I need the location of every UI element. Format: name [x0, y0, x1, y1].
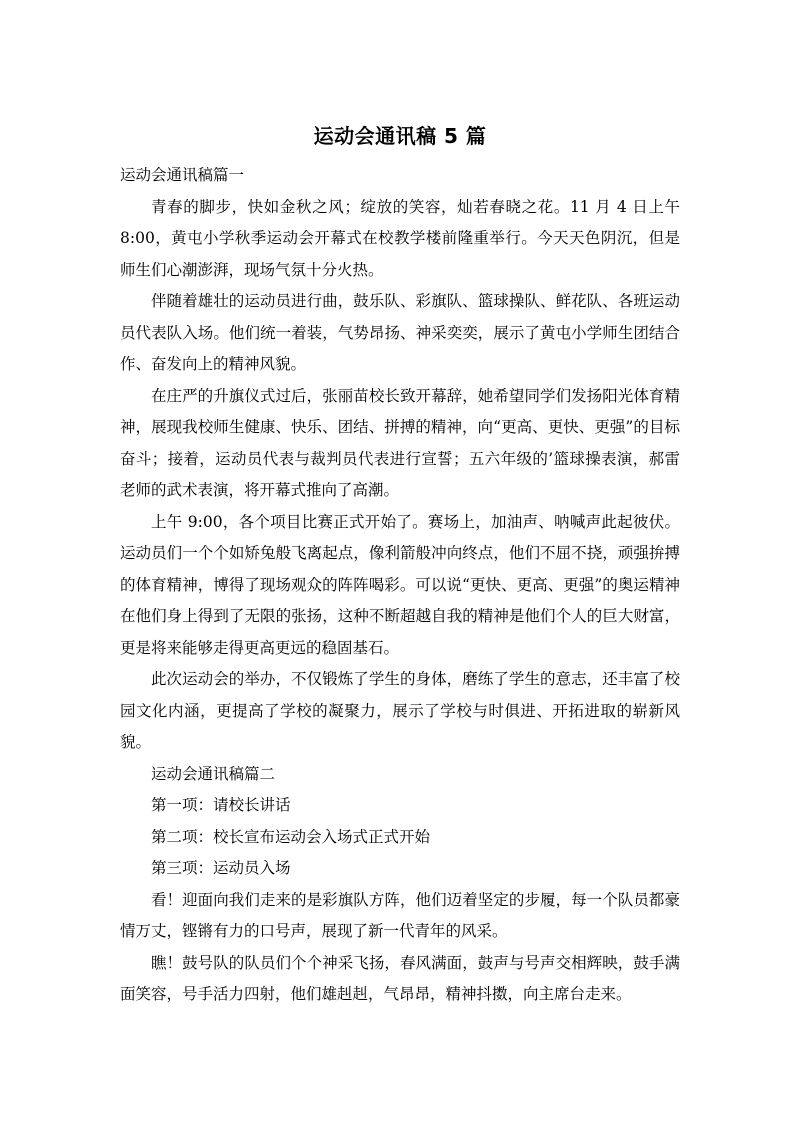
paragraph: 上午 9:00，各个项目比赛正式开始了。赛场上，加油声、呐喊声此起彼伏。运动员们一个个如矫兔般飞离起点，像利箭般冲向终点，他们不屈不挠，顽强拚搏的体育精神，博得了现场观众的阵阵喝彩。可以说“更快、更高、更强”的奥运精神在他们身上得到了无限的张扬，这种不断超越自我的精神是他们个人的巨大财富，更是将来能够走得更高更远的稳固基石。	[120, 512, 680, 657]
paragraph: 青春的脚步，快如金秋之风；绽放的笑容，灿若春晓之花。11 月 4 日上午 8:00，黄屯小学秋季运动会开幕式在校教学楼前隆重举行。今天天色阴沉，但是师生们心潮澎湃，现场气氛十分火热。	[120, 197, 680, 279]
document-body	[120, 160, 680, 1011]
document-title: 运动会通讯稿 5 篇	[313, 124, 487, 148]
paragraph: 在庄严的升旗仪式过后，张丽苗校长致开幕辞，她希望同学们发扬阳光体育精神，展现我校师生健康、快乐、团结、拼搏的精神，向“更高、更快、更强”的目标奋斗；接着，运动员代表与裁判员代表进行宣誓；五六年级的’篮球操表演，郝雷老师的武术表演，将开幕式推向了高潮。	[120, 386, 680, 499]
agenda-item: 第一项：请校长讲话	[151, 796, 291, 814]
agenda-item: 第三项：运动员入场	[151, 859, 291, 877]
paragraph: 瞧！鼓号队的队员们个个神采飞扬，春风满面，鼓声与号声交相辉映，鼓手满面笑容，号手活力四射，他们雄赳赳，气昂昂，精神抖擞，向主席台走来。	[120, 953, 680, 1003]
paragraph: 此次运动会的举办，不仅锻炼了学生的身体，磨练了学生的意志，还丰富了校园文化内涵，更提高了学校的凝聚力，展示了学校与时俱进、开拓进取的崭新风貌。	[120, 670, 680, 751]
section-heading: 运动会通讯稿篇二	[151, 764, 276, 783]
agenda-item: 第二项：校长宣布运动会入场式正式开始	[151, 827, 431, 846]
section-heading: 运动会通讯稿篇一	[120, 166, 245, 184]
paragraph: 看！迎面向我们走来的是彩旗队方阵，他们迈着坚定的步履，每一个队员都豪情万丈，铿锵有力的口号声，展现了新一代青年的风采。	[120, 890, 680, 940]
paragraph: 伴随着雄壮的运动员进行曲，鼓乐队、彩旗队、篮球操队、鲜花队、各班运动员代表队入场。他们统一着装，气势昂扬、神采奕奕，展示了黄屯小学师生团结合作、奋发向上的精神风貌。	[120, 292, 680, 373]
